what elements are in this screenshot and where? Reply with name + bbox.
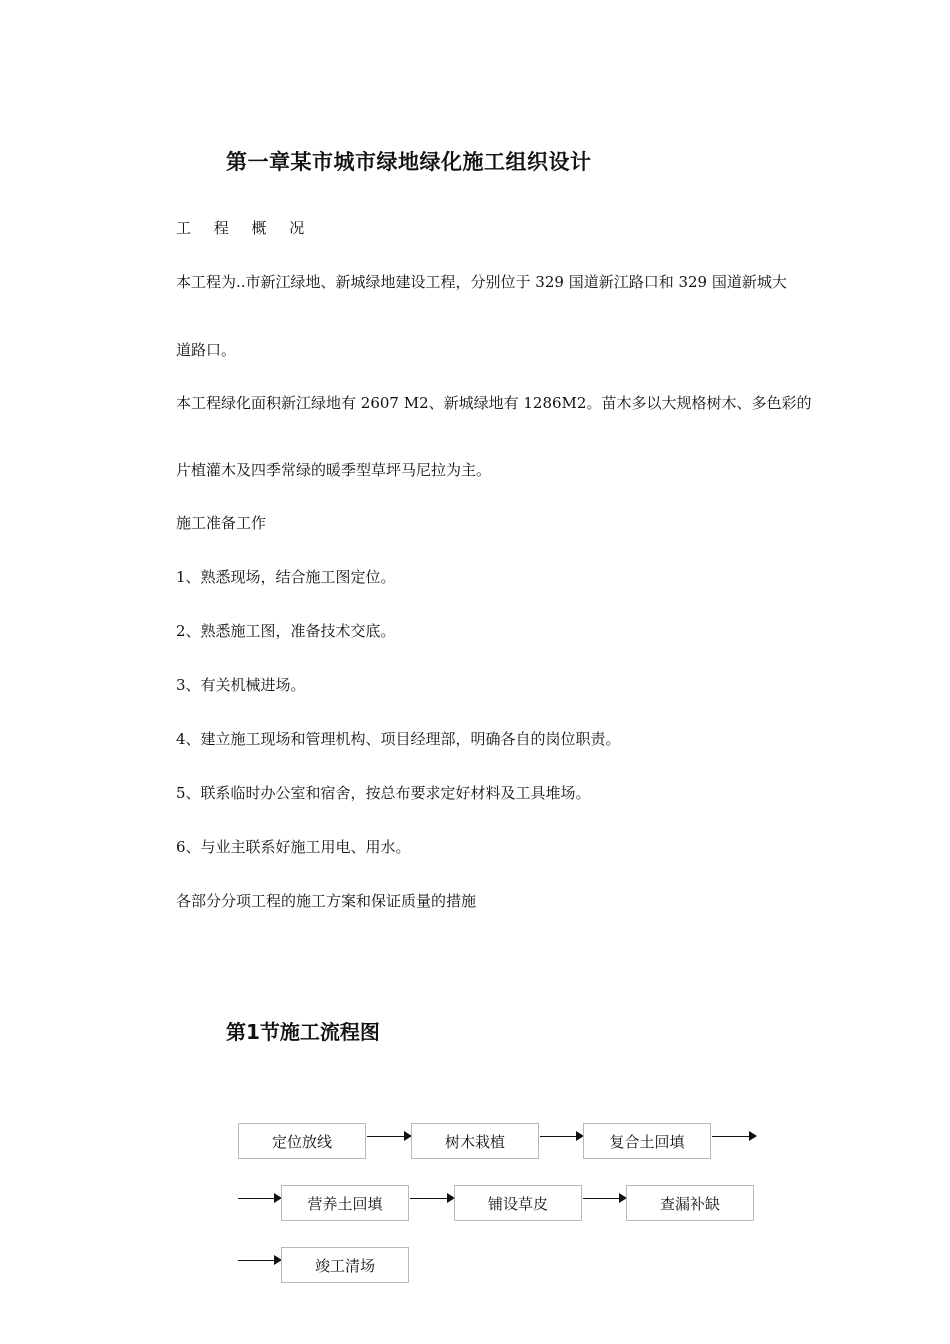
prep-item: 2、熟悉施工图，准备技术交底。 (176, 622, 396, 640)
flow-step-box: 竣工清场 (281, 1247, 409, 1283)
flow-step-box: 树木栽植 (411, 1123, 539, 1159)
overview-paragraph-1-line-2: 道路口。 (176, 341, 237, 359)
flow-step-box: 营养土回填 (281, 1185, 409, 1221)
flow-arrow (238, 1192, 282, 1204)
overview-paragraph-1-line-1: 本工程为..市新江绿地、新城绿地建设工程，分别位于 329 国道新江路口和 329 国道新城大 (176, 273, 787, 291)
overview-paragraph-2-line-2: 片植灌木及四季常绿的暖季型草坪马尼拉为主。 (176, 461, 492, 479)
prep-heading: 施工准备工作 (176, 514, 267, 532)
prep-item: 3、有关机械进场。 (176, 676, 306, 694)
flow-step-box: 定位放线 (238, 1123, 366, 1159)
flow-step-box: 复合土回填 (583, 1123, 711, 1159)
overview-heading: 工 程 概 况 (176, 219, 314, 237)
prep-item: 5、联系临时办公室和宿舍，按总布要求定好材料及工具堆场。 (176, 784, 591, 802)
flow-arrow (712, 1130, 757, 1142)
prep-item: 1、熟悉现场，结合施工图定位。 (176, 568, 396, 586)
flow-step-box: 铺设草皮 (454, 1185, 582, 1221)
flow-arrow (367, 1130, 412, 1142)
flow-arrow (540, 1130, 584, 1142)
flow-arrow (583, 1192, 627, 1204)
section-title: 第1节施工流程图 (226, 1020, 380, 1044)
chapter-title: 第一章某市城市绿地绿化施工组织设计 (226, 150, 592, 174)
prep-item: 4、建立施工现场和管理机构、项目经理部，明确各自的岗位职责。 (176, 730, 621, 748)
overview-paragraph-2-line-1: 本工程绿化面积新江绿地有 2607 M2、新城绿地有 1286M2。苗木多以大规格树木、多色彩的 (176, 394, 812, 412)
flow-arrow (410, 1192, 455, 1204)
flow-arrow (238, 1254, 282, 1266)
measures-heading: 各部分分项工程的施工方案和保证质量的措施 (176, 892, 477, 910)
flow-step-box: 查漏补缺 (626, 1185, 754, 1221)
prep-item: 6、与业主联系好施工用电、用水。 (176, 838, 411, 856)
